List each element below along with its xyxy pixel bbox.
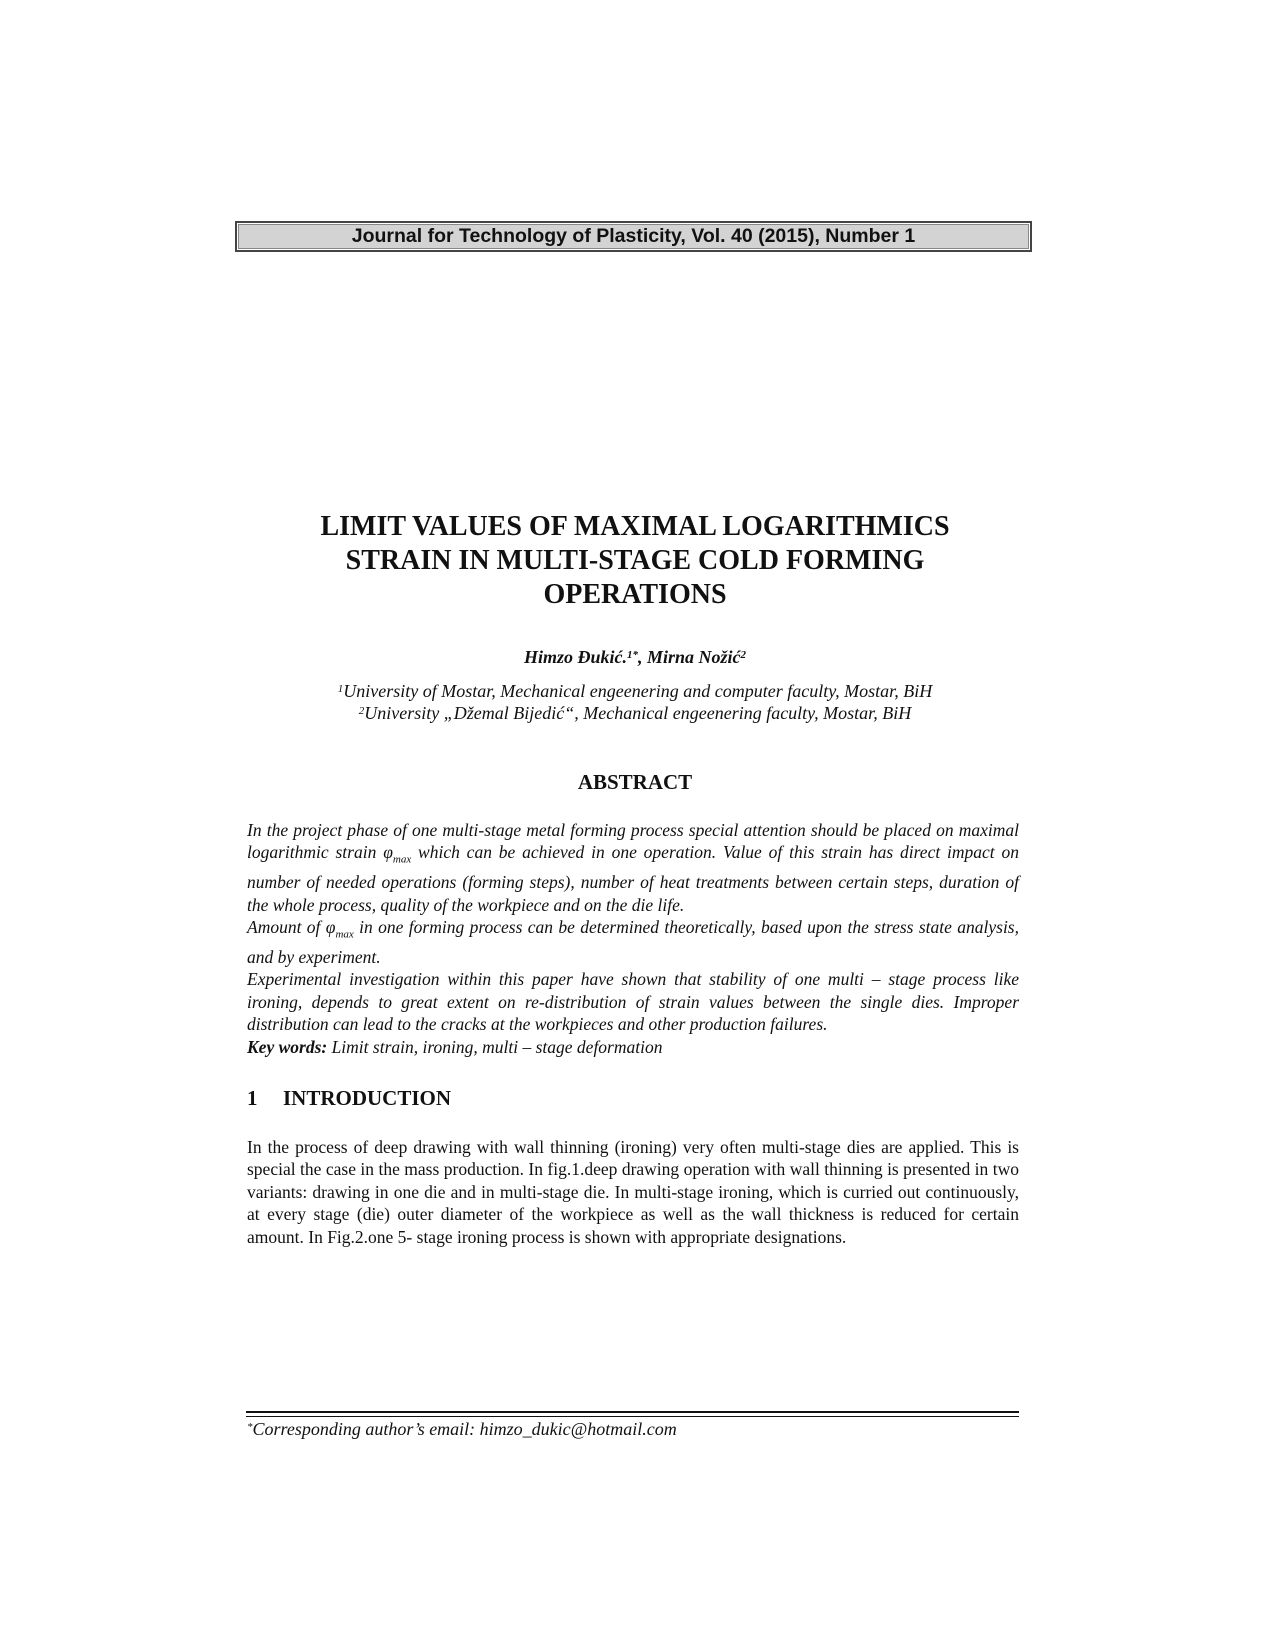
max-subscript: max — [335, 928, 354, 941]
footnote-divider — [246, 1411, 1019, 1417]
max-subscript: max — [392, 853, 412, 866]
footnote — [247, 1418, 677, 1440]
keywords — [247, 1036, 1019, 1058]
title-line: STRAIN IN MULTI-STAGE COLD FORMING — [345, 545, 925, 576]
affiliation-superscript: 1 — [337, 683, 344, 695]
abstract-text: In the project phase of one multi-stage metal forming process special attention should be placed on maximal logarithmic strain — [247, 820, 1019, 863]
section-title: INTRODUCTION — [283, 1086, 452, 1110]
abstract-text: in one forming process can be determined theoretically, based upon the stress state analysis, and by experiment. — [247, 917, 1019, 968]
section-heading — [247, 1086, 451, 1111]
footnote-marker: * — [247, 1421, 253, 1433]
affiliation-superscript: 2 — [358, 705, 365, 717]
author-name: Himzo Đukić. — [523, 647, 627, 667]
paper-title — [240, 510, 1030, 612]
author-superscript: 2 — [740, 649, 747, 661]
title-line: OPERATIONS — [543, 579, 727, 610]
journal-header — [235, 221, 1032, 252]
affiliation — [240, 702, 1030, 724]
keywords-text: Limit strain, ironing, multi – stage deformation — [327, 1036, 663, 1057]
abstract-text: which can be achieved in one operation. Value of this strain has direct impact on number of needed operations (forming steps), number of heat treatments between certain steps, duration of the whole process, quality of the workpiece and on the die life. — [247, 842, 1019, 915]
author-superscript: 1* — [627, 649, 638, 661]
section-number: 1 — [247, 1086, 258, 1110]
journal-header-text: Journal for Technology of Plasticity, Vol. 40 (2015), Number 1 — [351, 225, 916, 247]
phi-symbol: φ — [325, 917, 336, 938]
abstract-paragraph: Experimental investigation within this paper have shown that stability of one multi – stage process like ironing, depends to great extent on re-distribution of strain values between the single dies. Improper distribution can lead to the cracks at the workpieces and other production failures. — [247, 969, 1019, 1035]
affiliation — [240, 680, 1030, 702]
abstract-paragraph — [247, 916, 1019, 968]
title-line: LIMIT VALUES OF MAXIMAL LOGARITHMICS — [320, 511, 950, 542]
keywords-label: Key words: — [247, 1036, 328, 1057]
footnote-text: Corresponding author’s email: himzo_dukic@hotmail.com — [252, 1419, 677, 1439]
abstract-heading: ABSTRACT — [577, 770, 693, 794]
phi-symbol: φ — [383, 842, 393, 863]
introduction-paragraph: In the process of deep drawing with wall thinning (ironing) very often multi-stage dies are applied. This is special the case in the mass production. In fig.1.deep drawing operation with wall thinning is presented in two variants: drawing in one die and in multi-stage die. In multi-stage ironing, which is curried out continuously, at every stage (die) outer diameter of the workpiece as well as the wall thickness is reduced for certain amount. In Fig.2.one 5- stage ironing process is shown with appropriate designations. — [247, 1137, 1019, 1247]
author-separator: , — [638, 647, 647, 667]
abstract-text: Amount of — [247, 917, 326, 938]
affiliation-text: University „Džemal Bijedić“, Mechanical engeenering faculty, Mostar, BiH — [364, 703, 912, 723]
authors — [240, 645, 1030, 669]
abstract-body — [247, 819, 1019, 1058]
affiliation-text: University of Mostar, Mechanical engeenering and computer faculty, Mostar, BiH — [343, 681, 933, 701]
abstract-paragraph — [247, 819, 1019, 916]
author-name: Mirna Nožić — [647, 647, 741, 667]
